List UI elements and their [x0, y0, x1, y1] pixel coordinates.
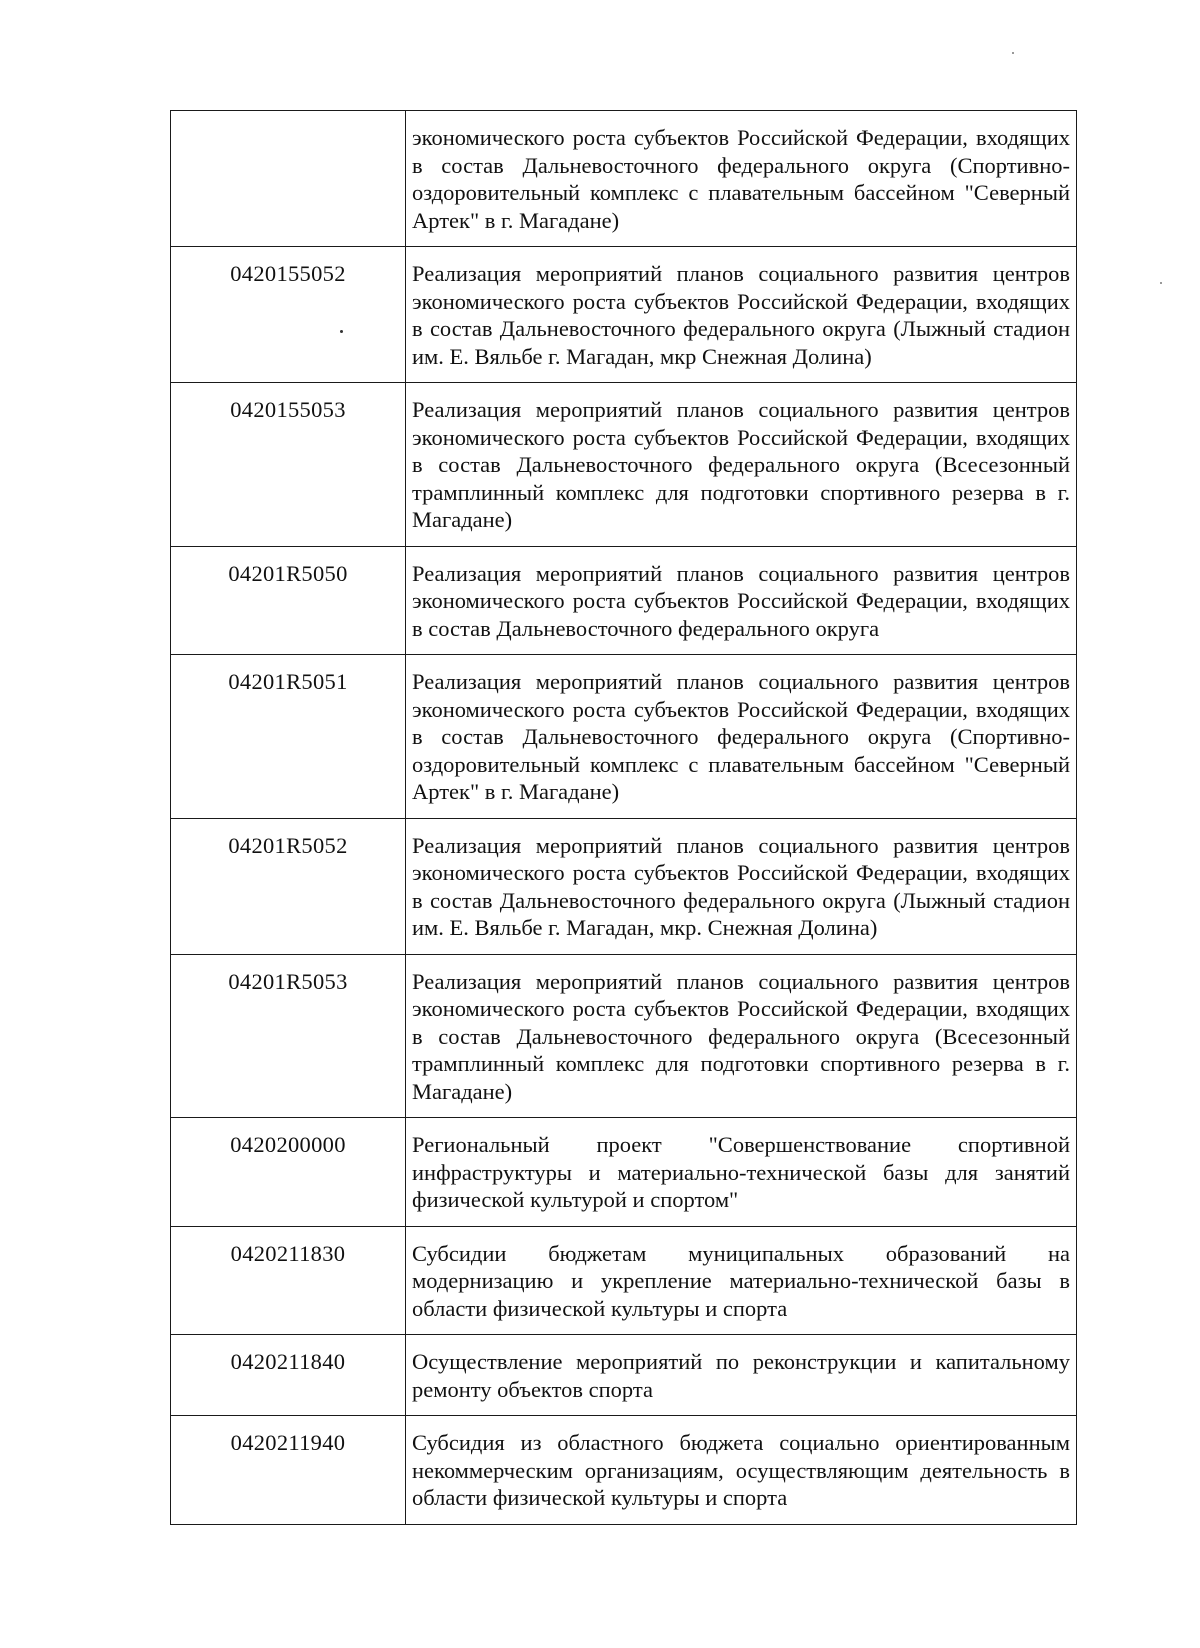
budget-code-table: [170, 110, 1077, 1525]
table-row: [171, 111, 1077, 247]
code-cell: 0420211940: [171, 1416, 406, 1525]
code-cell: 04201R5053: [171, 954, 406, 1118]
description-cell: Реализация мероприятий планов социального развития центров экономического роста субъектов Российской Федерации, входящих в состав Дальневосточного федерального округа: [406, 546, 1077, 655]
code-cell: 04201R5052: [171, 818, 406, 954]
table-row: [171, 818, 1077, 954]
code-cell: 0420211830: [171, 1226, 406, 1335]
scan-speck: [1012, 52, 1014, 54]
table-row: [171, 247, 1077, 383]
code-cell: 0420155052: [171, 247, 406, 383]
table-row: [171, 655, 1077, 819]
table-row: [171, 1416, 1077, 1525]
code-cell: 04201R5051: [171, 655, 406, 819]
description-cell: Реализация мероприятий планов социального развития центров экономического роста субъектов Российской Федерации, входящих в состав Дальневосточного федерального округа (Лыжный стадион им. Е. Вяльбе г. Магадан, мкр. Снежная Долина): [406, 818, 1077, 954]
table-row: [171, 383, 1077, 547]
table-row: [171, 1118, 1077, 1227]
code-cell: 0420211840: [171, 1335, 406, 1416]
description-cell: Реализация мероприятий планов социального развития центров экономического роста субъектов Российской Федерации, входящих в состав Дальневосточного федерального округа (Спортивно-оздоровительный комплекс с плавательным бассейном "Северный Артек" в г. Магадане): [406, 655, 1077, 819]
description-cell: Реализация мероприятий планов социального развития центров экономического роста субъектов Российской Федерации, входящих в состав Дальневосточного федерального округа (Всесезонный трамплинный комплекс для подготовки спортивного резерва в г. Магадане): [406, 954, 1077, 1118]
description-cell: Субсидия из областного бюджета социально ориентированным некоммерческим организациям, осуществляющим деятельность в области физической культуры и спорта: [406, 1416, 1077, 1525]
scan-speck: [1160, 282, 1162, 284]
description-cell: экономического роста субъектов Российской Федерации, входящих в состав Дальневосточного федерального округа (Спортивно-оздоровительный комплекс с плавательным бассейном "Северный Артек" в г. Магадане): [406, 111, 1077, 247]
description-cell: Реализация мероприятий планов социального развития центров экономического роста субъектов Российской Федерации, входящих в состав Дальневосточного федерального округа (Всесезонный трамплинный комплекс для подготовки спортивного резерва в г. Магадане): [406, 383, 1077, 547]
table-row: [171, 1335, 1077, 1416]
code-cell: [171, 111, 406, 247]
code-cell: 04201R5050: [171, 546, 406, 655]
scan-speck: [340, 330, 343, 333]
table-row: [171, 1226, 1077, 1335]
table-row: [171, 546, 1077, 655]
description-cell: Субсидии бюджетам муниципальных образований на модернизацию и укрепление материально-технической базы в области физической культуры и спорта: [406, 1226, 1077, 1335]
table-row: [171, 954, 1077, 1118]
description-cell: Осуществление мероприятий по реконструкции и капитальному ремонту объектов спорта: [406, 1335, 1077, 1416]
code-cell: 0420200000: [171, 1118, 406, 1227]
description-cell: Реализация мероприятий планов социального развития центров экономического роста субъектов Российской Федерации, входящих в состав Дальневосточного федерального округа (Лыжный стадион им. Е. Вяльбе г. Магадан, мкр Снежная Долина): [406, 247, 1077, 383]
description-cell: Региональный проект "Совершенствование спортивной инфраструктуры и материально-технической базы для занятий физической культурой и спортом": [406, 1118, 1077, 1227]
code-cell: 0420155053: [171, 383, 406, 547]
